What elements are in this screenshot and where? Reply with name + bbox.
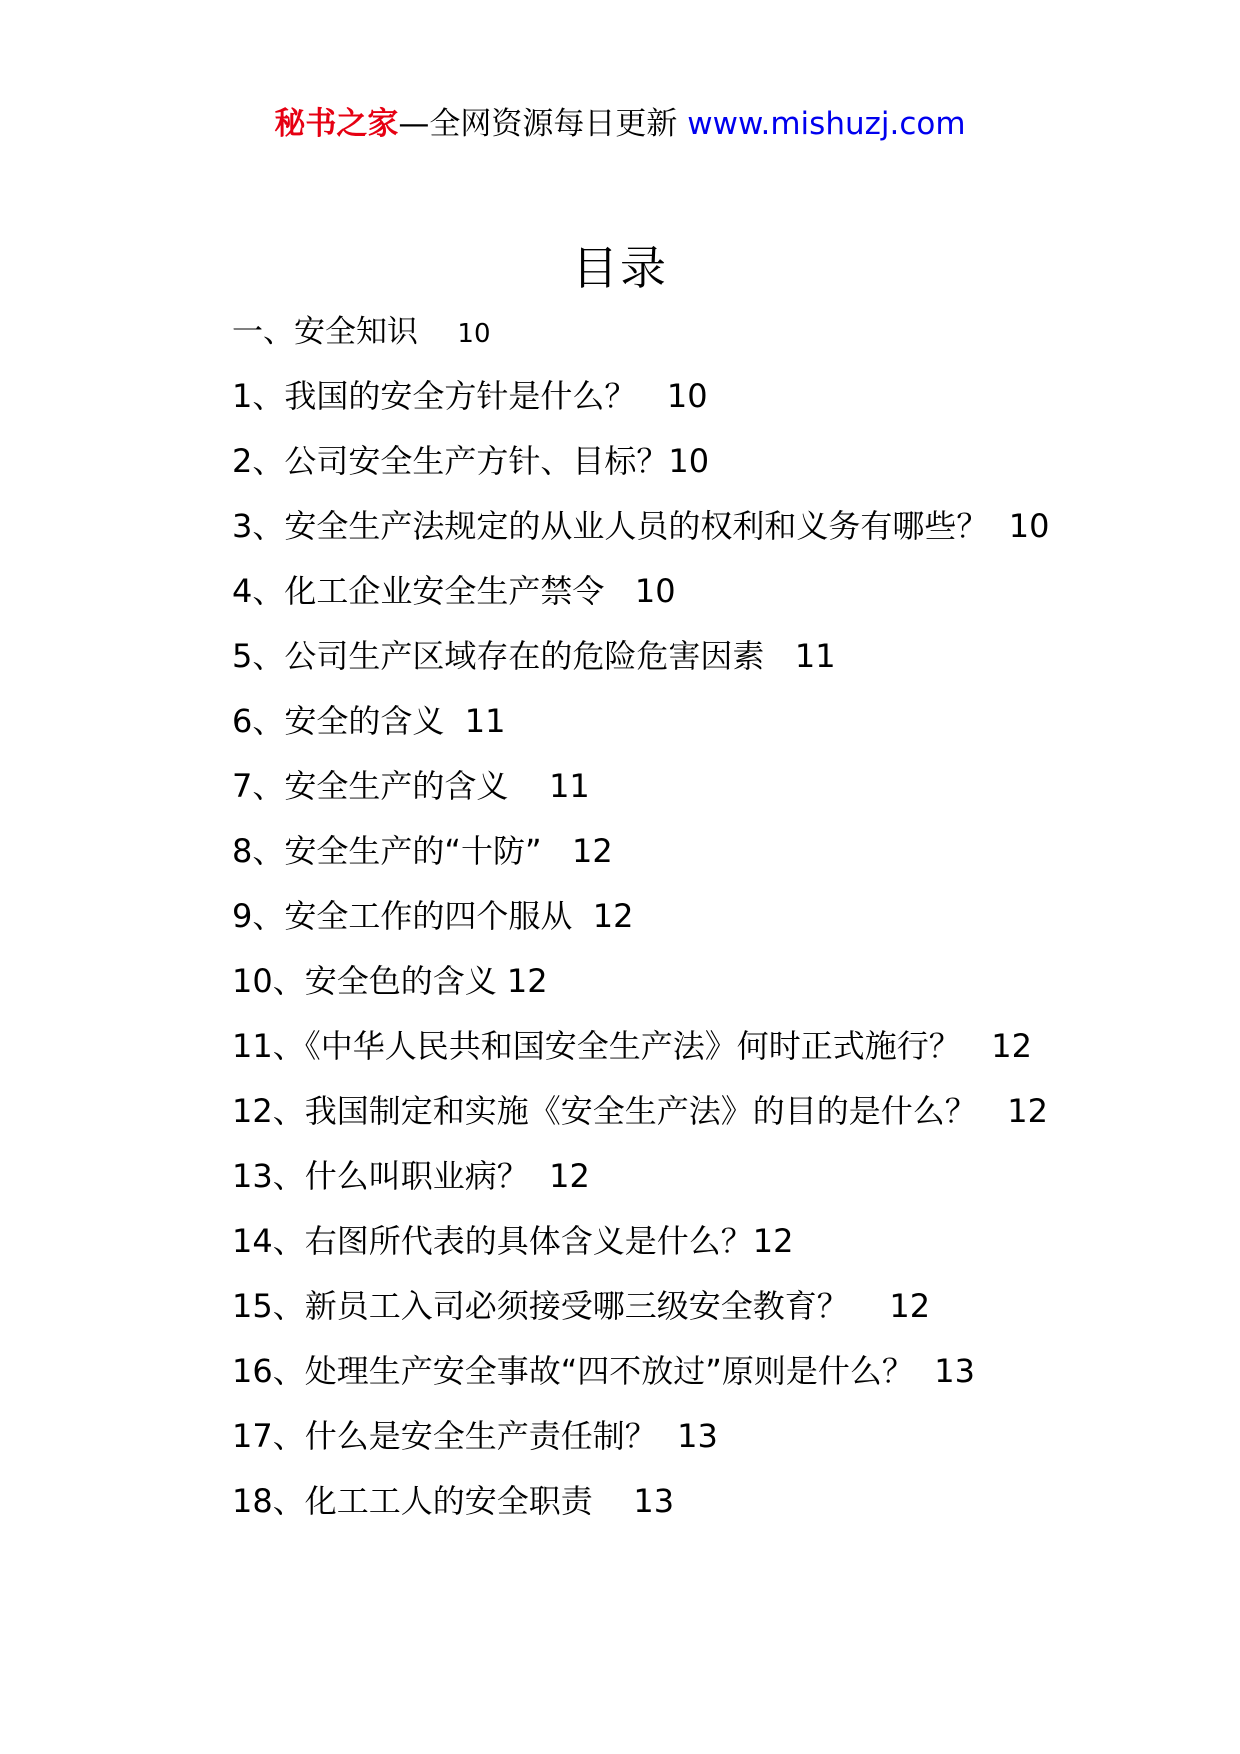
toc-page-number: 11	[549, 767, 590, 805]
toc-entry[interactable]	[232, 1284, 1192, 1349]
toc-entry[interactable]	[232, 374, 1192, 439]
toc-page-number: 10	[668, 442, 710, 480]
toc-entry-gap	[988, 507, 1008, 545]
toc-entry-text: 1、我国的安全方针是什么？	[232, 377, 637, 415]
toc-entry[interactable]	[232, 1219, 1192, 1284]
toc-entry-gap	[497, 962, 507, 1000]
toc-entry[interactable]	[232, 1024, 1192, 1089]
toc-entry-text: 10、安全色的含义	[232, 962, 497, 1000]
toc-page-number: 13	[934, 1352, 975, 1390]
toc-page-number: 13	[677, 1417, 718, 1455]
toc-entry-gap	[657, 1417, 677, 1455]
toc-entry[interactable]	[232, 764, 1192, 829]
toc-entry-text: 8、安全生产的“十防”	[232, 832, 542, 870]
toc-entry[interactable]	[232, 634, 1192, 699]
toc-entry-text: 18、化工工人的安全职责	[232, 1482, 593, 1520]
toc-entry[interactable]	[232, 1089, 1192, 1154]
toc-entry-text: 一、安全知识	[232, 314, 418, 350]
toc-entry[interactable]	[232, 894, 1192, 959]
toc-entry[interactable]	[232, 1414, 1192, 1479]
toc-entry-gap	[593, 1482, 634, 1520]
toc-entry-gap	[444, 702, 464, 740]
table-of-contents	[232, 310, 1192, 1544]
toc-entry[interactable]	[232, 310, 1192, 374]
toc-entry-gap	[529, 1157, 549, 1195]
toc-entry-text: 17、什么是安全生产责任制？	[232, 1417, 657, 1455]
toc-entry-text: 14、右图所代表的具体含义是什么？	[232, 1222, 753, 1260]
toc-page-number: 12	[889, 1287, 931, 1325]
toc-entry-text: 16、处理生产安全事故“四不放过”原则是什么？	[232, 1352, 914, 1390]
toc-entry[interactable]	[232, 504, 1192, 569]
toc-entry-text: 13、什么叫职业病？	[232, 1157, 529, 1195]
toc-entry-gap	[977, 1092, 1008, 1130]
page-header	[0, 98, 1240, 143]
document-title: 目录	[572, 241, 668, 295]
toc-entry-text: 2、公司安全生产方针、目标？	[232, 442, 669, 480]
toc-entry[interactable]	[232, 699, 1192, 764]
toc-page-number: 12	[991, 1027, 1032, 1065]
toc-entry-text: 12、我国制定和实施《安全生产法》的目的是什么？	[232, 1092, 977, 1130]
toc-entry-gap	[572, 897, 592, 935]
toc-entry-text: 9、安全工作的四个服从	[232, 897, 573, 935]
toc-entry-gap	[764, 637, 795, 675]
toc-entry[interactable]	[232, 1349, 1192, 1414]
toc-page-number: 11	[794, 637, 836, 675]
toc-entry-text: 6、安全的含义	[232, 702, 445, 740]
toc-entry-gap	[508, 767, 549, 805]
site-brand: 秘书之家	[274, 106, 399, 142]
toc-page-number: 12	[592, 897, 634, 935]
site-url-link[interactable]: www.mishuzj.com	[687, 106, 966, 142]
site-slogan: —全网资源每日更新	[398, 106, 678, 142]
toc-entry[interactable]	[232, 1479, 1192, 1544]
toc-page-number: 12	[1007, 1092, 1048, 1130]
toc-entry-text: 15、新员工入司必须接受哪三级安全教育？	[232, 1287, 849, 1325]
toc-entry-text: 4、化工企业安全生产禁令	[232, 572, 605, 610]
toc-page-number: 12	[752, 1222, 794, 1260]
toc-page-number: 12	[506, 962, 548, 1000]
toc-page-number: 10	[666, 377, 708, 415]
toc-page-number: 13	[633, 1482, 675, 1520]
toc-page-number: 12	[572, 832, 613, 870]
toc-entry-gap	[418, 314, 457, 350]
toc-page-number: 10	[634, 572, 676, 610]
toc-page-number: 10	[1008, 507, 1050, 545]
toc-entry[interactable]	[232, 829, 1192, 894]
toc-entry-text: 7、安全生产的含义	[232, 767, 509, 805]
toc-entry-gap	[849, 1287, 890, 1325]
toc-entry-text: 3、安全生产法规定的从业人员的权利和义务有哪些？	[232, 507, 989, 545]
toc-page-number: 11	[464, 702, 506, 740]
toc-entry[interactable]	[232, 959, 1192, 1024]
toc-entry-gap	[604, 572, 635, 610]
toc-entry-text: 11、《中华人民共和国安全生产法》何时正式施行？	[232, 1027, 961, 1065]
toc-entry[interactable]	[232, 1154, 1192, 1219]
toc-entry-gap	[636, 377, 667, 415]
toc-entry[interactable]	[232, 569, 1192, 634]
toc-entry-gap	[542, 832, 573, 870]
toc-entry-text: 5、公司生产区域存在的危险危害因素	[232, 637, 765, 675]
toc-page-number: 10	[457, 319, 491, 349]
toc-entry[interactable]	[232, 439, 1192, 504]
toc-entry-gap	[914, 1352, 934, 1390]
toc-entry-gap	[961, 1027, 992, 1065]
toc-page-number: 12	[549, 1157, 590, 1195]
